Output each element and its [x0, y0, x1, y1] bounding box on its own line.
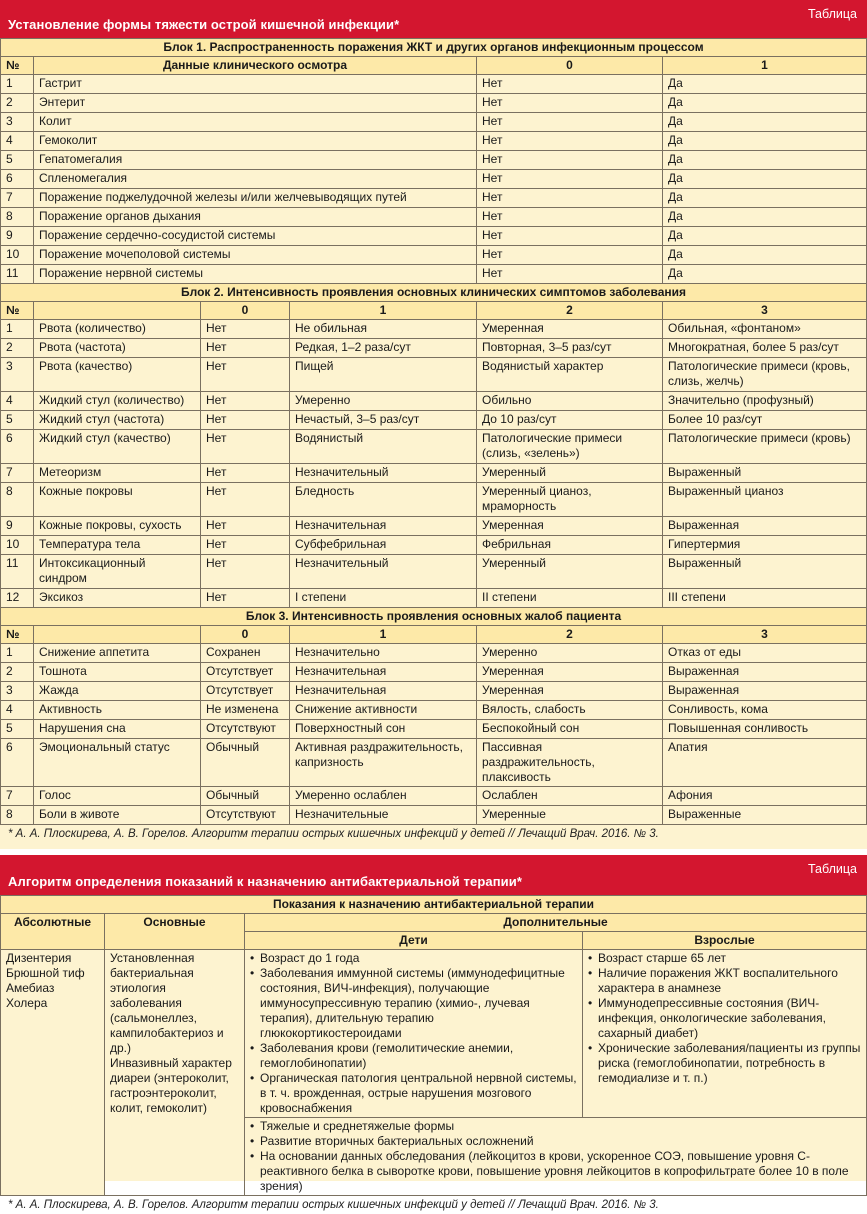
col-adults: Взрослые	[583, 932, 867, 950]
table-cell: Гипертермия	[663, 536, 867, 555]
table-cell: 10	[1, 246, 34, 265]
table-cell: Жажда	[34, 682, 201, 701]
table-cell: Выраженный цианоз	[663, 483, 867, 517]
table-cell: Активность	[34, 701, 201, 720]
table-cell: Нет	[201, 392, 290, 411]
table-cell: Патологические примеси (слизь, «зелень»)	[477, 430, 663, 464]
table-cell: Да	[663, 170, 867, 189]
table-cell: Незначительно	[290, 644, 477, 663]
table-cell: Сонливость, кома	[663, 701, 867, 720]
table-cell: 11	[1, 555, 34, 589]
table-cell: Сохранен	[201, 644, 290, 663]
table-row	[1, 720, 867, 739]
table-cell: Выраженный	[663, 464, 867, 483]
table-row	[1, 806, 867, 825]
table-cell: Нет	[477, 75, 663, 94]
table-cell: Гепатомегалия	[34, 151, 477, 170]
table-cell: Умеренно	[477, 644, 663, 663]
column-header: 1	[290, 302, 477, 320]
table-cell: 2	[1, 663, 34, 682]
list-item: • Заболевания крови (гемолитические анемии, гемоглобинопатии)	[250, 1041, 577, 1071]
table-cell: Поражение нервной системы	[34, 265, 477, 284]
column-header: 3	[663, 302, 867, 320]
table-cell: 10	[1, 536, 34, 555]
column-header: 2	[477, 626, 663, 644]
table-cell: Значительно (профузный)	[663, 392, 867, 411]
table-cell: Нет	[201, 411, 290, 430]
table-row	[1, 430, 867, 464]
list-item: • На основании данных обследования (лейкоцитоз в крови, ускоренное СОЭ, повышение уровня С-реактивного белка в сыворотке крови, повышение уровня лейкоцитов в копрофильтрате более 10 в поле зрения)	[250, 1149, 861, 1194]
table-cell: Субфебрильная	[290, 536, 477, 555]
column-header: Данные клинического осмотра	[34, 57, 477, 75]
table-cell: Да	[663, 208, 867, 227]
table-cell: 6	[1, 739, 34, 787]
table-cell: 8	[1, 483, 34, 517]
table-row	[1, 151, 867, 170]
table-cell: Незначительные	[290, 806, 477, 825]
list-item: • Хронические заболевания/пациенты из группы риска (гемоглобинопатии, потребность в гемодиализе и т. п.)	[588, 1041, 861, 1086]
table-cell: Фебрильная	[477, 536, 663, 555]
table-cell: Да	[663, 75, 867, 94]
table-cell: Отсутствует	[201, 682, 290, 701]
table-cell: Патологические примеси (кровь)	[663, 430, 867, 464]
table-cell: Выраженная	[663, 682, 867, 701]
table-cell: Обильная, «фонтаном»	[663, 320, 867, 339]
table-row	[1, 589, 867, 608]
table-cell: Не изменена	[201, 701, 290, 720]
children-cell	[245, 950, 583, 1118]
col-children: Дети	[245, 932, 583, 950]
table-cell: 7	[1, 787, 34, 806]
table-cell: Умеренная	[477, 682, 663, 701]
table-row	[1, 517, 867, 536]
block2-heading-row	[1, 284, 867, 302]
table-cell: Активная раздражительность, капризность	[290, 739, 477, 787]
column-header: 0	[201, 302, 290, 320]
column-header: 1	[663, 57, 867, 75]
table-cell: Более 10 раз/сут	[663, 411, 867, 430]
table-cell: Да	[663, 189, 867, 208]
list-item: Холера	[6, 996, 48, 1010]
table-cell: Умеренный цианоз, мраморность	[477, 483, 663, 517]
table-cell: Рвота (качество)	[34, 358, 201, 392]
table-row	[1, 787, 867, 806]
table-cell: Умеренно ослаблен	[290, 787, 477, 806]
table-cell: Да	[663, 265, 867, 284]
table-cell: Нет	[477, 227, 663, 246]
table-cell: Нет	[477, 246, 663, 265]
table-cell: Умеренная	[477, 663, 663, 682]
table-cell: 4	[1, 392, 34, 411]
list-item: Инвазивный характер диареи (энтероколит, гастроэнтероколит, колит, гемоколит)	[110, 1056, 232, 1115]
table-row	[1, 113, 867, 132]
table-cell: 4	[1, 132, 34, 151]
block1-column-header	[1, 57, 867, 75]
table-cell: Выраженная	[663, 517, 867, 536]
table-cell: Поражение сердечно-сосудистой системы	[34, 227, 477, 246]
table-cell: 8	[1, 208, 34, 227]
table-cell: 7	[1, 189, 34, 208]
table-cell: Многократная, более 5 раз/сут	[663, 339, 867, 358]
table-row	[1, 536, 867, 555]
table-cell: Нет	[477, 189, 663, 208]
table-cell: Нет	[477, 265, 663, 284]
common-cell	[245, 1118, 867, 1196]
antibiotic-table-header	[0, 855, 867, 895]
table-cell: Обычный	[201, 739, 290, 787]
table-cell: Нет	[201, 483, 290, 517]
table-cell: Нет	[201, 536, 290, 555]
column-header: №	[1, 302, 34, 320]
table-row	[1, 170, 867, 189]
table-cell: Пассивная раздражительность, плаксивость	[477, 739, 663, 787]
table-cell: Гемоколит	[34, 132, 477, 151]
table-cell: 4	[1, 701, 34, 720]
table-cell: 1	[1, 644, 34, 663]
table-cell: Отказ от еды	[663, 644, 867, 663]
table-cell: Беспокойный сон	[477, 720, 663, 739]
column-header: №	[1, 626, 34, 644]
list-item: • Заболевания иммунной системы (иммунодефицитные состояния, ВИЧ-инфекция), получающие иммуносупрессивную терапию (химио-, лучевая терапия), длительную терапию глюкокортикостероидами	[250, 966, 577, 1041]
table-cell: Да	[663, 132, 867, 151]
column-header: 0	[201, 626, 290, 644]
block3-heading: Блок 3. Интенсивность проявления основных жалоб пациента	[1, 608, 867, 626]
table-cell: 5	[1, 411, 34, 430]
table-cell: Нет	[201, 555, 290, 589]
table-cell: Метеоризм	[34, 464, 201, 483]
table-row	[1, 227, 867, 246]
table-cell: II степени	[477, 589, 663, 608]
table-cell: Патологические примеси (кровь, слизь, желчь)	[663, 358, 867, 392]
table-cell: Нет	[201, 517, 290, 536]
table-row	[1, 265, 867, 284]
table-cell: Умеренный	[477, 555, 663, 589]
list-item: Дизентерия	[6, 951, 72, 965]
table-cell: Тошнота	[34, 663, 201, 682]
table-cell: Нет	[201, 589, 290, 608]
table-cell: Жидкий стул (количество)	[34, 392, 201, 411]
table-cell: Умеренный	[477, 464, 663, 483]
list-item: • Возраст старше 65 лет	[588, 951, 861, 966]
table-cell: Редкая, 1–2 раза/сут	[290, 339, 477, 358]
table-cell: 1	[1, 320, 34, 339]
table-cell: Не обильная	[290, 320, 477, 339]
antibiotic-table-tag: Таблица	[807, 862, 857, 876]
column-header: №	[1, 57, 34, 75]
table-cell: 3	[1, 682, 34, 701]
table-row	[1, 739, 867, 787]
column-header: 3	[663, 626, 867, 644]
column-header	[34, 302, 201, 320]
severity-grid	[0, 38, 867, 825]
main-cell	[105, 950, 245, 1196]
table-cell: Интоксикационный синдром	[34, 555, 201, 589]
table-cell: 6	[1, 170, 34, 189]
table-cell: Жидкий стул (частота)	[34, 411, 201, 430]
antibiotic-table-footnote: * А. А. Плоскирева, А. В. Горелов. Алгоритм терапии острых кишечных инфекций у детей // Лечащий Врач. 2016. № 3.	[8, 1199, 659, 1211]
table-cell: III степени	[663, 589, 867, 608]
table-cell: Температура тела	[34, 536, 201, 555]
block1-heading-row	[1, 39, 867, 57]
table-cell: 11	[1, 265, 34, 284]
table-cell: Апатия	[663, 739, 867, 787]
table-cell: Нет	[201, 430, 290, 464]
table-row	[1, 682, 867, 701]
absolute-cell	[1, 950, 105, 1196]
table-cell: Снижение аппетита	[34, 644, 201, 663]
table-cell: Умеренные	[477, 806, 663, 825]
table-cell: Поверхностный сон	[290, 720, 477, 739]
table-cell: 2	[1, 339, 34, 358]
indications-heading: Показания к назначению антибактериальной терапии	[1, 896, 867, 914]
list-item: • Тяжелые и среднетяжелые формы	[250, 1119, 861, 1134]
list-item: • Возраст до 1 года	[250, 951, 577, 966]
table-cell: Незначительная	[290, 663, 477, 682]
table-cell: Да	[663, 113, 867, 132]
table-cell: Колит	[34, 113, 477, 132]
table-cell: 12	[1, 589, 34, 608]
table-cell: Кожные покровы	[34, 483, 201, 517]
table-cell: 6	[1, 430, 34, 464]
table-cell: Эксикоз	[34, 589, 201, 608]
table-cell: Незначительная	[290, 517, 477, 536]
list-item: • Иммунодепрессивные состояния (ВИЧ-инфекция, онкологические заболевания, сахарный диабет)	[588, 996, 861, 1041]
column-header: 0	[477, 57, 663, 75]
block3-column-header	[1, 626, 867, 644]
table-cell: Водянистый характер	[477, 358, 663, 392]
table-cell: 3	[1, 358, 34, 392]
table-cell: Нет	[477, 151, 663, 170]
table-cell: Водянистый	[290, 430, 477, 464]
table-cell: Пищей	[290, 358, 477, 392]
table-cell: 5	[1, 151, 34, 170]
list-item: • Развитие вторичных бактериальных осложнений	[250, 1134, 861, 1149]
antibiotic-grid	[0, 895, 867, 1196]
table-row	[1, 320, 867, 339]
table-cell: Ослаблен	[477, 787, 663, 806]
table-row	[1, 411, 867, 430]
table-cell: Умеренная	[477, 320, 663, 339]
table-cell: Нет	[477, 132, 663, 151]
table-row	[1, 555, 867, 589]
table-cell: 2	[1, 94, 34, 113]
table-cell: 3	[1, 113, 34, 132]
col-additional: Дополнительные	[245, 914, 867, 932]
table-row	[1, 392, 867, 411]
table-cell: Да	[663, 246, 867, 265]
list-item: • Наличие поражения ЖКТ воспалительного характера в анамнезе	[588, 966, 861, 996]
table-cell: Голос	[34, 787, 201, 806]
col-main: Основные	[105, 914, 245, 950]
table-cell: Нет	[477, 94, 663, 113]
table-cell: 7	[1, 464, 34, 483]
table-cell: Жидкий стул (качество)	[34, 430, 201, 464]
table-cell: Эмоциональный статус	[34, 739, 201, 787]
table-cell: Отсутствует	[201, 663, 290, 682]
list-item: • Органическая патология центральной нервной системы, в т. ч. врожденная, острые нарушения мозгового кровоснабжения	[250, 1071, 577, 1116]
adults-cell	[583, 950, 867, 1118]
severity-table-footnote: * А. А. Плоскирева, А. В. Горелов. Алгоритм терапии острых кишечных инфекций у детей // Лечащий Врач. 2016. № 3.	[8, 828, 659, 840]
table-cell: Да	[663, 151, 867, 170]
table-cell: Нет	[477, 113, 663, 132]
antibiotic-table-title: Алгоритм определения показаний к назначению антибактериальной терапии*	[8, 874, 523, 889]
table-cell: Нечастый, 3–5 раз/сут	[290, 411, 477, 430]
antibiotic-table	[0, 855, 867, 1211]
table-cell: Спленомегалия	[34, 170, 477, 189]
table-cell: Умеренная	[477, 517, 663, 536]
table-cell: Нет	[201, 358, 290, 392]
block3-heading-row	[1, 608, 867, 626]
severity-table-tag: Таблица	[807, 7, 857, 21]
table-cell: 8	[1, 806, 34, 825]
table-cell: Бледность	[290, 483, 477, 517]
table-cell: Умеренно	[290, 392, 477, 411]
table-row	[1, 483, 867, 517]
table-cell: Нет	[477, 208, 663, 227]
table-cell: Обычный	[201, 787, 290, 806]
table-row	[1, 75, 867, 94]
table-cell: Отсутствуют	[201, 720, 290, 739]
list-item: Амебиаз	[6, 981, 55, 995]
column-header: 1	[290, 626, 477, 644]
block2-column-header	[1, 302, 867, 320]
table-cell: Выраженный	[663, 555, 867, 589]
table-cell: Нарушения сна	[34, 720, 201, 739]
table-cell: Нет	[477, 170, 663, 189]
table-cell: Нет	[201, 320, 290, 339]
block1-heading: Блок 1. Распространенность поражения ЖКТ и других органов инфекционным процессом	[1, 39, 867, 57]
table-cell: Нет	[201, 464, 290, 483]
table-cell: 1	[1, 75, 34, 94]
table-cell: Отсутствуют	[201, 806, 290, 825]
table-row	[1, 94, 867, 113]
block2-heading: Блок 2. Интенсивность проявления основных клинических симптомов заболевания	[1, 284, 867, 302]
table-row	[1, 339, 867, 358]
column-header	[34, 626, 201, 644]
table-cell: I степени	[290, 589, 477, 608]
table-cell: Боли в животе	[34, 806, 201, 825]
table-row	[1, 208, 867, 227]
table-cell: Снижение активности	[290, 701, 477, 720]
table-cell: Выраженная	[663, 663, 867, 682]
table-cell: Да	[663, 94, 867, 113]
table-cell: 9	[1, 517, 34, 536]
table-cell: Выраженные	[663, 806, 867, 825]
severity-table-header	[0, 0, 867, 38]
table-row	[1, 663, 867, 682]
table-cell: Поражение мочеполовой системы	[34, 246, 477, 265]
table-cell: Поражение поджелудочной железы и/или желчевыводящих путей	[34, 189, 477, 208]
severity-table-title: Установление формы тяжести острой кишечной инфекции*	[8, 17, 400, 32]
table-row	[1, 132, 867, 151]
table-row	[1, 701, 867, 720]
table-cell: Повторная, 3–5 раз/сут	[477, 339, 663, 358]
table-row	[1, 189, 867, 208]
table-row	[1, 644, 867, 663]
table-cell: Гастрит	[34, 75, 477, 94]
table-cell: 5	[1, 720, 34, 739]
table-cell: Энтерит	[34, 94, 477, 113]
table-cell: Вялость, слабость	[477, 701, 663, 720]
table-cell: Поражение органов дыхания	[34, 208, 477, 227]
table-cell: Незначительный	[290, 464, 477, 483]
table-cell: 9	[1, 227, 34, 246]
table-cell: Незначительная	[290, 682, 477, 701]
table-cell: Повышенная сонливость	[663, 720, 867, 739]
table-cell: Кожные покровы, сухость	[34, 517, 201, 536]
table-cell: Нет	[201, 339, 290, 358]
col-absolute: Абсолютные	[1, 914, 105, 950]
table-cell: Рвота (частота)	[34, 339, 201, 358]
table-cell: Афония	[663, 787, 867, 806]
table-cell: Рвота (количество)	[34, 320, 201, 339]
table-row	[1, 358, 867, 392]
table-cell: Да	[663, 227, 867, 246]
table-cell: Незначительный	[290, 555, 477, 589]
list-item: Брюшной тиф	[6, 966, 85, 980]
column-header: 2	[477, 302, 663, 320]
table-cell: До 10 раз/сут	[477, 411, 663, 430]
table-cell: Обильно	[477, 392, 663, 411]
list-item: Установленная бактериальная этиология заболевания (сальмонеллез, кампилобактериоз и др.)	[110, 951, 224, 1055]
table-row	[1, 246, 867, 265]
table-row	[1, 464, 867, 483]
